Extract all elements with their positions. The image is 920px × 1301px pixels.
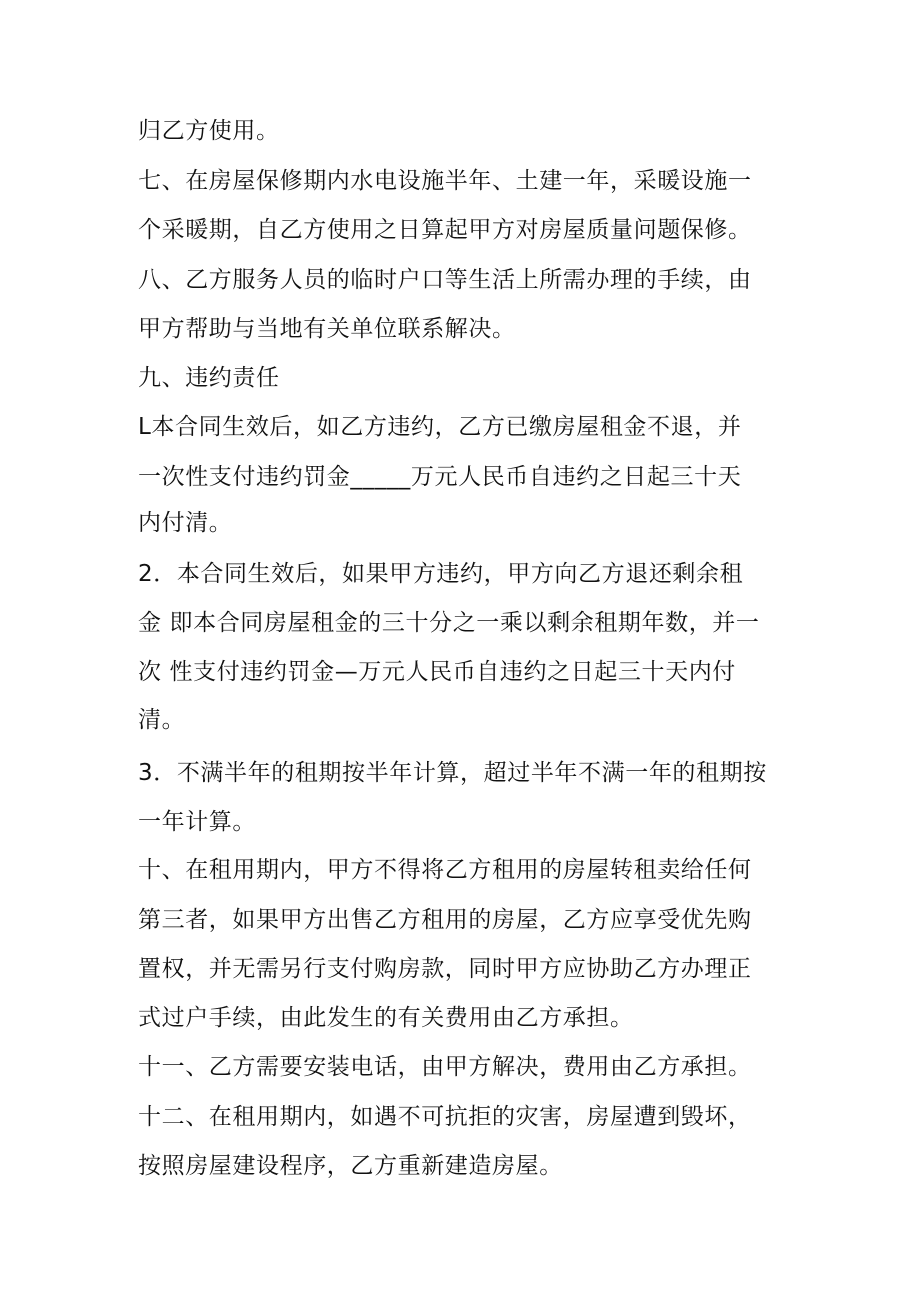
text-line: 七、在房屋保修期内水电设施半年、土建一年，采暖设施一: [138, 168, 752, 194]
text-line: 第三者，如果甲方出售乙方租用的房屋，乙方应享受优先购: [138, 907, 752, 933]
text-line: 2．本合同生效后，如果甲方违约，甲方向乙方退还剩余租: [138, 561, 744, 587]
text-line: 按照房屋建设程序，乙方重新建造房屋。: [138, 1153, 563, 1179]
text-line: 归乙方使用。: [138, 118, 280, 144]
text-line: 十、在租用期内，甲方不得将乙方租用的房屋转租卖给任何: [138, 857, 752, 883]
text-line: 式过户手续，由此发生的有关费用由乙方承担。: [138, 1005, 634, 1031]
text-line: 十一、乙方需要安装电话，由甲方解决，费用由乙方承担。: [138, 1054, 752, 1080]
text-line: 一次性支付违约罚金_____万元人民币自违约之日起三十天: [138, 464, 742, 490]
section-heading: 九、违约责任: [138, 365, 280, 391]
text-line: L本合同生效后，如乙方违约，乙方已缴房屋租金不退，并: [138, 414, 742, 440]
text-line: 一年计算。: [138, 809, 256, 835]
text-line: 个采暖期，自乙方使用之日算起甲方对房屋质量问题保修。: [138, 217, 752, 243]
text-line: 甲方帮助与当地有关单位联系解决。: [138, 316, 516, 342]
text-line: 八、乙方服务人员的临时户口等生活上所需办理的手续，由: [138, 267, 752, 293]
text-line: 次 性支付违约罚金—万元人民币自违约之日起三十天内付: [138, 659, 736, 685]
text-line: 十二、在租用期内，如遇不可抗拒的灾害，房屋遭到毁坏，: [138, 1104, 752, 1130]
text-line: 金 即本合同房屋租金的三十分之一乘以剩余租期年数，并一: [138, 610, 760, 636]
text-line: 置权，并无需另行支付购房款，同时甲方应协助乙方办理正: [138, 956, 752, 982]
text-line: 内付清。: [138, 510, 233, 536]
text-line: 3．不满半年的租期按半年计算，超过半年不满一年的租期按: [138, 760, 767, 786]
text-line: 清。: [138, 707, 186, 733]
